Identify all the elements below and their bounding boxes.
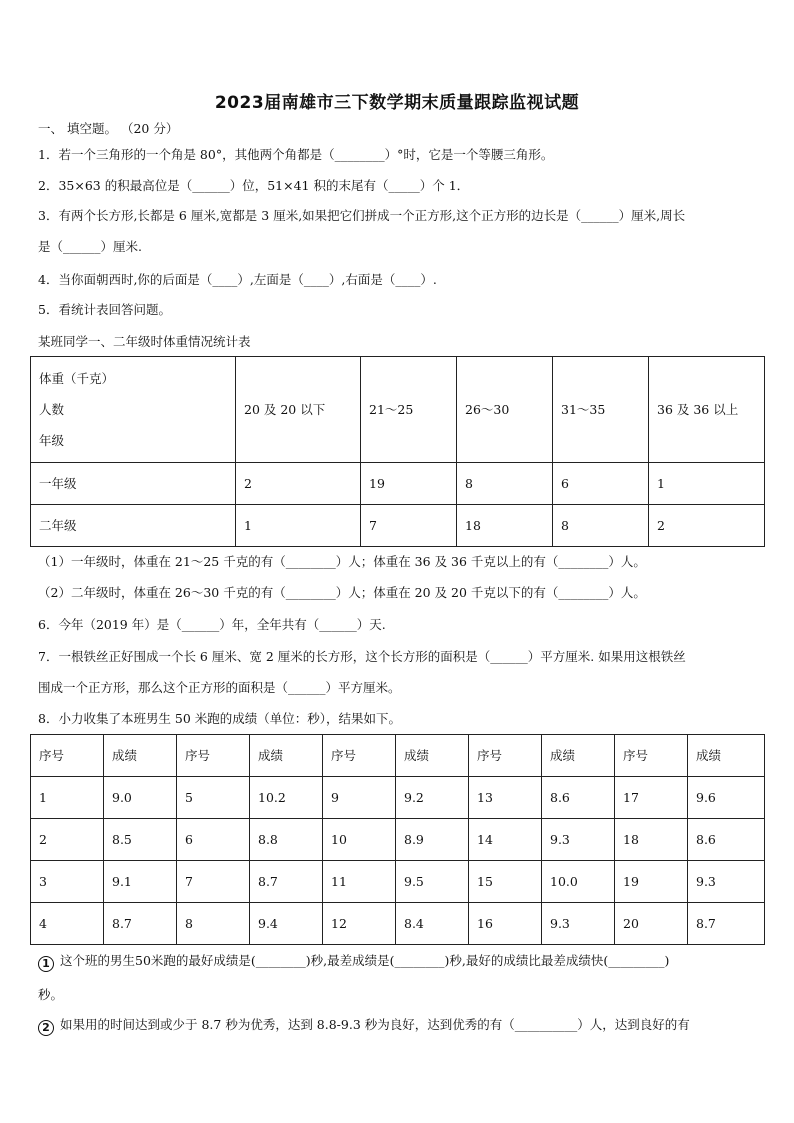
weight-table xyxy=(30,356,765,547)
table-cell: 成绩 xyxy=(396,735,469,777)
page-title: 2023届南雄市三下数学期末质量跟踪监视试题 xyxy=(214,93,580,113)
table-cell: 8.6 xyxy=(688,819,765,861)
table-cell: 8.7 xyxy=(250,861,323,903)
table-cell: 序号 xyxy=(323,735,396,777)
question-8-part-1-cont: 秒。 xyxy=(38,987,64,1002)
weight-table-caption: 某班同学一、二年级时体重情况统计表 xyxy=(38,334,251,349)
weight-table-row xyxy=(31,463,765,505)
table-cell: 7 xyxy=(177,861,250,903)
weight-table-corner xyxy=(31,357,236,463)
question-7-line-1: 7．一根铁丝正好围成一个长 6 厘米、宽 2 厘米的长方形，这个长方形的面积是（______）平方厘米. 如果用这根铁丝 xyxy=(38,649,686,664)
table-cell: 16 xyxy=(469,903,542,945)
question-8: 8．小力收集了本班男生 50 米跑的成绩（单位：秒），结果如下。 xyxy=(38,711,402,726)
table-cell: 1 xyxy=(649,463,765,505)
table-cell: 10.2 xyxy=(250,777,323,819)
question-5-part-1: （1）一年级时，体重在 21～25 千克的有（________）人；体重在 36 及 36 千克以上的有（________）人。 xyxy=(38,554,646,569)
row-label: 二年级 xyxy=(31,505,236,547)
table-cell: 6 xyxy=(553,463,649,505)
table-cell: 序号 xyxy=(615,735,688,777)
corner-count-label: 人数 xyxy=(39,402,65,417)
table-cell: 2 xyxy=(31,819,104,861)
table-cell: 9.4 xyxy=(250,903,323,945)
table-cell: 4 xyxy=(31,903,104,945)
table-cell: 2 xyxy=(236,463,361,505)
weight-table-row xyxy=(31,505,765,547)
table-cell: 1 xyxy=(236,505,361,547)
table-cell: 成绩 xyxy=(542,735,615,777)
weight-table-column-header: 36 及 36 以上 xyxy=(649,357,765,463)
corner-weight-label: 体重（千克） xyxy=(39,371,115,386)
question-1: 1．若一个三角形的一个角是 80°，其他两个角都是（________）°时，它是一个等腰三角形。 xyxy=(38,147,554,162)
table-cell: 2 xyxy=(649,505,765,547)
table-cell: 15 xyxy=(469,861,542,903)
circled-number-2: 2 xyxy=(38,1020,54,1036)
question-7-line-2: 围成一个正方形，那么这个正方形的面积是（______）平方厘米。 xyxy=(38,680,401,695)
table-cell: 序号 xyxy=(469,735,542,777)
weight-table-column-header: 21～25 xyxy=(361,357,457,463)
table-cell: 8.4 xyxy=(396,903,469,945)
table-cell: 8.8 xyxy=(250,819,323,861)
table-cell: 8.7 xyxy=(688,903,765,945)
weight-table-column-header: 20 及 20 以下 xyxy=(236,357,361,463)
table-cell: 19 xyxy=(615,861,688,903)
table-cell: 成绩 xyxy=(104,735,177,777)
table-cell: 1 xyxy=(31,777,104,819)
score-table xyxy=(30,734,765,945)
table-cell: 序号 xyxy=(177,735,250,777)
table-cell: 9.0 xyxy=(104,777,177,819)
table-cell: 8 xyxy=(457,463,553,505)
table-cell: 9.5 xyxy=(396,861,469,903)
circled-number-1: 1 xyxy=(38,956,54,972)
question-5-part-2: （2）二年级时，体重在 26～30 千克的有（________）人；体重在 20 及 20 千克以下的有（________）人。 xyxy=(38,585,646,600)
row-label: 一年级 xyxy=(31,463,236,505)
table-cell: 9.3 xyxy=(542,903,615,945)
table-cell: 9.3 xyxy=(688,861,765,903)
table-cell: 8.9 xyxy=(396,819,469,861)
section-heading: 一、 填空题。 （20 分） xyxy=(38,121,179,136)
table-cell: 12 xyxy=(323,903,396,945)
question-8-part-1 xyxy=(38,953,669,972)
table-cell: 8 xyxy=(177,903,250,945)
table-cell: 17 xyxy=(615,777,688,819)
score-table-row xyxy=(31,861,765,903)
question-3-line-1: 3．有两个长方形,长都是 6 厘米,宽都是 3 厘米,如果把它们拼成一个正方形,这个正方形的边长是（______）厘米,周长 xyxy=(38,208,686,223)
table-cell: 10 xyxy=(323,819,396,861)
score-table-row xyxy=(31,903,765,945)
table-cell: 9.6 xyxy=(688,777,765,819)
question-8-part-2 xyxy=(38,1017,690,1036)
question-2: 2．35×63 的积最高位是（______）位，51×41 积的末尾有（_____）个 1． xyxy=(38,178,470,193)
table-cell: 8.5 xyxy=(104,819,177,861)
table-cell: 9.3 xyxy=(542,819,615,861)
table-cell: 成绩 xyxy=(688,735,765,777)
score-table-row xyxy=(31,819,765,861)
table-cell: 9 xyxy=(323,777,396,819)
table-cell: 14 xyxy=(469,819,542,861)
table-cell: 19 xyxy=(361,463,457,505)
weight-table-column-header: 26～30 xyxy=(457,357,553,463)
table-cell: 8 xyxy=(553,505,649,547)
table-cell: 9.1 xyxy=(104,861,177,903)
question-8-part-1-text: 这个班的男生50米跑的最好成绩是(________)秒,最差成绩是(________)秒,最好的成绩比最差成绩快(_________) xyxy=(60,953,670,968)
table-cell: 13 xyxy=(469,777,542,819)
table-cell: 18 xyxy=(615,819,688,861)
table-cell: 8.7 xyxy=(104,903,177,945)
question-3-line-2: 是（______）厘米. xyxy=(38,239,142,254)
table-cell: 18 xyxy=(457,505,553,547)
weight-table-column-header: 31～35 xyxy=(553,357,649,463)
question-6: 6．今年（2019 年）是（______）年，全年共有（______）天. xyxy=(38,617,386,632)
table-cell: 8.6 xyxy=(542,777,615,819)
score-table-row xyxy=(31,777,765,819)
corner-grade-label: 年级 xyxy=(39,433,65,448)
table-cell: 6 xyxy=(177,819,250,861)
table-cell: 序号 xyxy=(31,735,104,777)
table-cell: 7 xyxy=(361,505,457,547)
table-cell: 9.2 xyxy=(396,777,469,819)
question-8-part-2-text: 如果用的时间达到或少于 8.7 秒为优秀，达到 8.8-9.3 秒为良好，达到优秀的有（__________）人，达到良好的有 xyxy=(60,1017,690,1032)
table-cell: 3 xyxy=(31,861,104,903)
table-cell: 11 xyxy=(323,861,396,903)
score-table-header-row xyxy=(31,735,765,777)
table-cell: 20 xyxy=(615,903,688,945)
question-5: 5．看统计表回答问题。 xyxy=(38,302,171,317)
weight-table-header-row xyxy=(31,357,765,463)
question-4: 4．当你面朝西时,你的后面是（____）,左面是（____）,右面是（____）. xyxy=(38,272,437,287)
table-cell: 成绩 xyxy=(250,735,323,777)
table-cell: 5 xyxy=(177,777,250,819)
table-cell: 10.0 xyxy=(542,861,615,903)
